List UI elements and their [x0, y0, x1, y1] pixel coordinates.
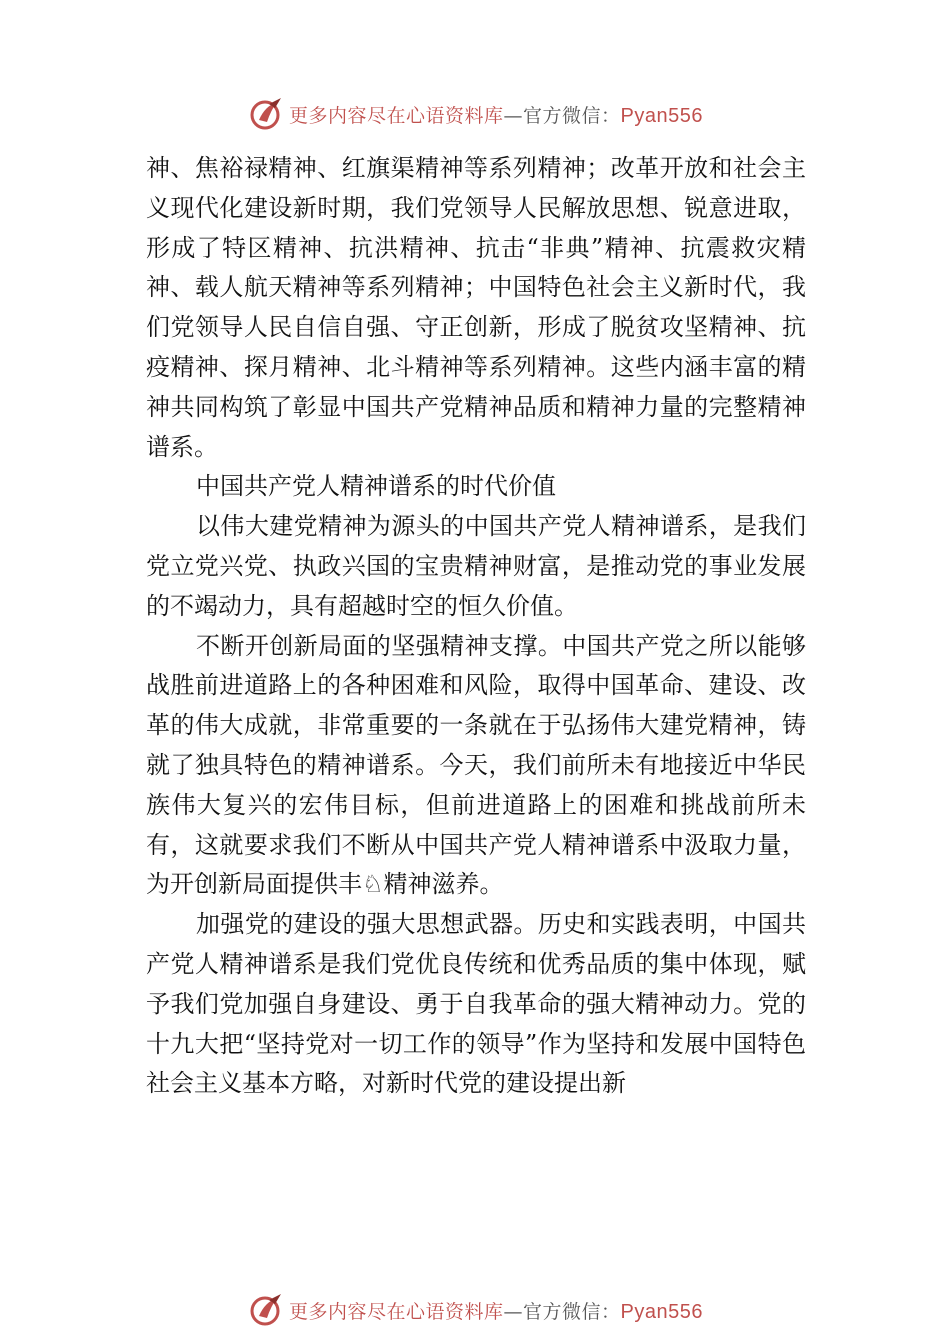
logo-icon — [247, 1290, 287, 1330]
section-heading: 中国共产党人精神谱系的时代价值 — [196, 472, 556, 501]
banner-site-text: 更多内容尽在心语资料库 — [289, 1300, 504, 1323]
paragraph: 以伟大建党精神为源头的中国共产党人精神谱系，是我们党立党兴党、执政兴国的宝贵精神财富，是推动党的事业发展的不竭动力，具有超越时空的恒久价值。 — [146, 512, 806, 620]
banner-dash: — — [503, 104, 524, 127]
footer-banner — [0, 1290, 950, 1330]
banner-wechat-label: 官方微信： — [523, 104, 621, 127]
document-body — [146, 149, 806, 1104]
banner-dash: — — [503, 1300, 524, 1323]
banner-text — [289, 101, 703, 128]
banner-wechat-label: 官方微信： — [523, 1300, 621, 1323]
banner-site-text: 更多内容尽在心语资料库 — [289, 104, 504, 127]
paragraph: 不断开创新局面的坚强精神支撑。中国共产党之所以能够战胜前进道路上的各种困难和风险，取得中国革命、建设、改革的伟大成就，非常重要的一条就在于弘扬伟大建党精神，铸就了独具特色的精神谱系。今天，我们前所未有地接近中华民族伟大复兴的宏伟目标，但前进道路上的困难和挑战前所未有，这就要求我们不断从中国共产党人精神谱系中汲取力量，为开创新局面提供丰♘精神滋养。 — [146, 631, 806, 899]
banner-text — [289, 1297, 703, 1324]
banner-account: Pyan556 — [620, 1300, 703, 1323]
paragraph-continuation: 神、焦裕禄精神、红旗渠精神等系列精神；改革开放和社会主义现代化建设新时期，我们党领导人民解放思想、锐意进取，形成了特区精神、抗洪精神、抗击“非典”精神、抗震救灾精神、载人航天精神等系列精神；中国特色社会主义新时代，我们党领导人民自信自强、守正创新，形成了脱贫攻坚精神、抗疫精神、探月精神、北斗精神等系列精神。这些内涵丰富的精神共同构筑了彰显中国共产党精神品质和精神力量的完整精神谱系。 — [146, 154, 806, 461]
paragraph: 加强党的建设的强大思想武器。历史和实践表明，中国共产党人精神谱系是我们党优良传统和优秀品质的集中体现，赋予我们党加强自身建设、勇于自我革命的强大精神动力。党的十九大把“坚持党对一切工作的领导”作为坚持和发展中国特色社会主义基本方略，对新时代党的建设提出新 — [146, 910, 806, 1098]
header-banner — [0, 94, 950, 134]
logo-icon — [247, 94, 287, 134]
banner-account: Pyan556 — [620, 104, 703, 127]
